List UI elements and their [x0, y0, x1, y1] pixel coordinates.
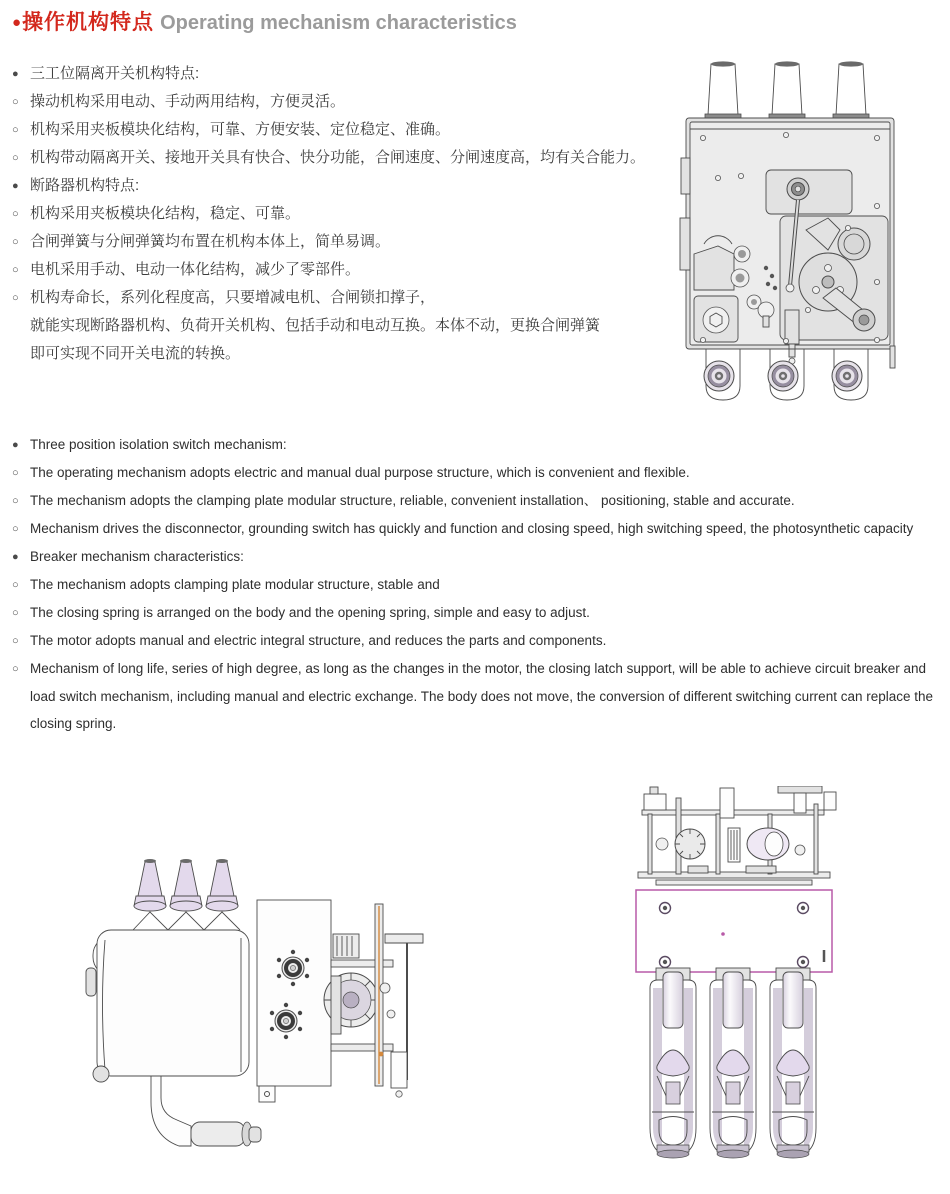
list-item — [12, 60, 664, 88]
list-item-text: 机构采用夹板模块化结构，稳定、可靠。 — [30, 205, 301, 222]
list-item-text: The closing spring is arranged on the body and the opening spring, simple and easy to adjust. — [30, 605, 590, 620]
list-item-text: Breaker mechanism characteristics: — [30, 549, 244, 564]
bottom-pole-cylinders — [704, 349, 868, 400]
list-item-text: 即可实现不同开关电流的转换。 — [30, 345, 241, 362]
pole-columns — [650, 968, 816, 1158]
bullet-icon: ● — [12, 439, 19, 451]
list-item — [12, 88, 664, 116]
mounting-plate — [636, 890, 832, 972]
pole-assembly-svg — [628, 786, 843, 1166]
list-item — [12, 431, 947, 459]
tank-body — [86, 930, 249, 1082]
list-item — [12, 487, 947, 515]
bullet-icon: ○ — [12, 635, 19, 647]
bullet-icon: ○ — [12, 607, 19, 619]
list-item-text: The mechanism adopts the clamping plate modular structure, reliable, convenient installation、 positioning, stable and accurate. — [30, 493, 795, 508]
page-title-cn: 操作机构特点 — [22, 11, 155, 34]
list-item-text: 就能实现断路器机构、负荷开关机构、包括手动和电动互换。本体不动，更换合闸弹簧 — [30, 317, 601, 334]
list-item — [12, 284, 664, 312]
list-item-text: Three position isolation switch mechanism: — [30, 437, 287, 452]
side-gear-assembly — [324, 904, 423, 1097]
list-item-continuation — [12, 312, 664, 340]
bullet-icon: ○ — [12, 579, 19, 591]
english-feature-list — [12, 431, 947, 737]
list-item — [12, 459, 947, 487]
bullet-icon: ○ — [12, 152, 19, 164]
bullet-icon: ○ — [12, 523, 19, 535]
bullet-icon: ● — [12, 551, 19, 563]
list-item-text: Mechanism drives the disconnector, grounding switch has quickly and function and closing speed, high switching speed, the photosynthetic capacity — [30, 521, 914, 536]
bullet-icon: ● — [12, 68, 19, 80]
list-item-text: 机构寿命长，系列化程度高，只要增减电机、合闸锁扣撑子， — [30, 289, 436, 306]
list-item — [12, 256, 664, 284]
bullet-icon: ○ — [12, 236, 19, 248]
bullet-icon: ○ — [12, 124, 19, 136]
mechanism-with-pole-assembly-drawing — [628, 786, 843, 1166]
switch-tank-side-view-drawing — [85, 848, 445, 1148]
mechanism-front-svg — [678, 58, 906, 406]
list-item-text: Mechanism of long life, series of high degree, as long as the changes in the motor, the closing latch support, will be able to achieve circuit breaker and load switch mechanism, including manual and electric exchange. The body does not move, the conversion of different switching current can replace the closing spring. — [30, 661, 934, 731]
chinese-feature-list — [12, 60, 664, 368]
crank-handle — [151, 1076, 261, 1146]
list-item — [12, 228, 664, 256]
bullet-icon: ○ — [12, 663, 19, 675]
list-item-text: 操动机构采用电动、手动两用结构，方便灵活。 — [30, 93, 346, 110]
tank-side-svg — [85, 848, 445, 1148]
top-mechanism-frame — [638, 786, 836, 885]
list-item-text: 机构采用夹板模块化结构，可靠、方便安装、定位稳定、准确。 — [30, 121, 451, 138]
list-item — [12, 627, 947, 655]
list-item-continuation — [12, 340, 664, 368]
page-title-en: Operating mechanism characteristics — [160, 12, 517, 34]
bullet-icon: ○ — [12, 208, 19, 220]
list-item — [12, 543, 947, 571]
list-item — [12, 172, 664, 200]
bullet-icon: ○ — [12, 292, 19, 304]
list-item-text: 电机采用手动、电动一体化结构，减少了零部件。 — [30, 261, 361, 278]
bullet-icon: ○ — [12, 264, 19, 276]
mechanism-panel — [257, 900, 331, 1102]
list-item-text: The motor adopts manual and electric integral structure, and reduces the parts and components. — [30, 633, 607, 648]
operating-mechanism-front-view-drawing — [678, 58, 906, 406]
list-item — [12, 144, 664, 172]
list-item-text: The operating mechanism adopts electric and manual dual purpose structure, which is convenient and flexible. — [30, 465, 690, 480]
list-item — [12, 515, 947, 543]
bullet-icon: ● — [12, 180, 19, 192]
list-item — [12, 200, 664, 228]
red-bullet-icon: ● — [12, 14, 22, 31]
list-item-text: 断路器机构特点: — [30, 177, 140, 194]
list-item — [12, 599, 947, 627]
page-title — [12, 6, 517, 36]
list-item-text: 合闸弹簧与分闸弹簧均布置在机构本体上，简单易调。 — [30, 233, 391, 250]
bullet-icon: ○ — [12, 96, 19, 108]
list-item-text: 三工位隔离开关机构特点: — [30, 65, 200, 82]
list-item-text: The mechanism adopts clamping plate modular structure, stable and — [30, 577, 440, 592]
side-bushings — [133, 859, 240, 930]
bullet-icon: ○ — [12, 495, 19, 507]
list-item — [12, 571, 947, 599]
top-bushings — [705, 61, 869, 120]
list-item — [12, 116, 664, 144]
bullet-icon: ○ — [12, 467, 19, 479]
list-item — [12, 655, 947, 737]
list-item-text: 机构带动隔离开关、接地开关具有快合、快分功能，合闸速度、分闸速度高，均有关合能力。 — [30, 149, 646, 166]
